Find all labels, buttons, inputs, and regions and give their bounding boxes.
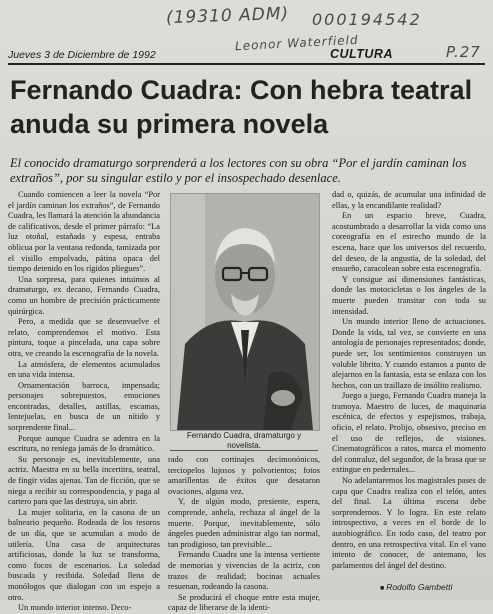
- paragraph: Juego a juego, Fernando Cuadra maneja la tramoya. Maestro de luces, de maquinaria escénica, de efectos y espejismos, trabaja, oficio, el relato. Prolijo, obsesivo, preciso en el uso de reflejos, de visiones. Cinematográficos a ratos, marca el momento del contraluz, del segundor, de la brasa que se extingue en pedernales...: [332, 391, 486, 475]
- paragraph: Su personaje es, inevitablemente, una actriz. Maestra en su bella incertitra, teatral, de fingir vidas ajenas. Tan de ficción, que se niega a recibir su correspondencia, y paga al cartero para que las destruya, sin abrir.: [8, 454, 160, 507]
- headline: Fernando Cuadra: Con hebra teatral anuda su primera novela: [10, 75, 473, 139]
- dateline: Jueves 3 de Diciembre de 1992: [8, 49, 156, 61]
- photo-rule: [170, 450, 318, 451]
- paragraph: Se producirá el choque entre esta mujer, capaz de liberarse de la identi-: [168, 592, 320, 613]
- byline: ■ Rodolfo Gambetti: [380, 582, 452, 592]
- paragraph: La atmósfera, de elementos acumulados en una vida intensa.: [8, 359, 160, 380]
- author-portrait-graphic: [171, 194, 319, 430]
- article-column-2: [168, 455, 320, 614]
- paragraph: Cuando comiencen a leer la novela “Por el jardín caminan los extraños”, de Fernando Cuadra, les llamará la atención la abundancia de calificativos, desde el primer párrafo: “La luz otoñal, estañada y espesa, entraba oblicua por la ventana redonda, tamizada por el visillo empolvado, pátina opaca del tiempo detenido en los rígidos pliegues”.: [8, 190, 160, 274]
- author-photo: [170, 193, 320, 431]
- paragraph: Un mundo interior lleno de actuaciones. Donde la vida, tal vez, se convierte en una antología de personajes representados; donde, puede ser, los sentimientos construyen un voluble librito. Y cuando estamos a punto de alejarnos en la fantasía, esta se enlaza con los hechos, con un traillazo de insólito realismo.: [332, 317, 486, 390]
- handwritten-signature: Leonor Waterfield: [234, 32, 359, 54]
- handwritten-archive-code: (19310 ADM): [165, 3, 290, 29]
- paragraph: Un mundo interior intenso. Deco-: [18, 603, 132, 613]
- paragraph: No adelantaremos los magistrales pases de capa que Cuadra realiza con el telón, antes del final. La última escena debe sorprendernos. Y lo logra. En este relato introspectivo, a veces en el borde de lo autobiográfico. En todo caso, del teatro por dentro, en una retrospectiva vital. En el vano intento de conocer, de antemano, los parlamentos del ángel del destino.: [332, 476, 486, 570]
- handwritten-archive-number: 000194542: [312, 10, 422, 29]
- paragraph: Ornamentación barroca, impensada; personajes sobrepuestos, emociones encontradas, detalles, astillas, escamas, lentejuelas, en busca de un nítido y sorprendente final...: [8, 380, 160, 433]
- header-rule: [8, 63, 485, 65]
- paragraph: Y, de algún modo, presiente, espera, comprende, anhela, rechaza al ángel de la muerte. Porque, inevitablemente, sólo ángeles pueden administrar algo tan normal, tan prodigioso, tan previsible...: [168, 497, 320, 549]
- section-label: CULTURA: [330, 47, 393, 61]
- paragraph: dad o, quizás, de acumular una infinidad de ellas, y la encandilante realidad?: [332, 190, 486, 210]
- article-column-1: [8, 190, 160, 614]
- photo-caption: Fernando Cuadra, dramaturgo y novelista.: [186, 431, 302, 450]
- paragraph: Pero, a medida que se desenvuelve el relato, comprendemos el motivo. Esta pintura, toque a pincelada, una capa sobre otra, ve creando la escenografía de la novela.: [8, 317, 160, 358]
- paragraph: Y consigue así dimensiones fantásticas, donde las motocicletas o los ángeles de la muerte pueden transitar con toda su intensidad.: [332, 274, 486, 316]
- paragraph: Porque aunque Cuadra se adentra en la escritura, no reniega jamás de lo dramático.: [8, 433, 160, 454]
- paragraph: rado con cortinajes decimonónicos, terciopelos lujosos y polvorientos; fotos amarillentas de éxitos que desataron ovaciones, alguna vez.: [168, 455, 320, 496]
- article-column-3: [332, 190, 486, 571]
- paragraph: La mujer solitaria, en la casona de un balneario pequeño. Rodeada de los tesoros de un día, que se acumulan a modo de utilería. Una casa de arquitecturas artificiosas, donde la luz se transforma, como focos de escenarios. La soledad buscada y recibida. Soledad llena de monólogos que dialogan con un espejo a otro.: [8, 507, 160, 602]
- handwritten-page-number: P.27: [446, 43, 481, 61]
- paragraph: Una sorpresa, para quienes intuimos al dramaturgo, ex decano, Fernando Cuadra, como un hombre de precisión prácticamente quirúrgica.: [8, 274, 160, 316]
- paragraph: Fernando Cuadra une la intensa vertiente de memorias y vivencias de la actriz, con trazos de realidad; bocinas actuales resuenan, rodeando la casona.: [168, 550, 320, 592]
- deck: El conocido dramaturgo sorprenderá a los lectores con su obra “Por el jardín caminan los extraños”, por su singular estilo y por el insospechado desenlace.: [10, 156, 467, 185]
- paragraph: En un espacio breve, Cuadra, acostumbrado a desarrollar la vida como una coreografía en el estrecho mundo de la escena, hace que los universos del recuerdo, del deseo, de la angustia, de la soledad, del ensueño, caracolean sobre esta escenografía.: [332, 211, 486, 274]
